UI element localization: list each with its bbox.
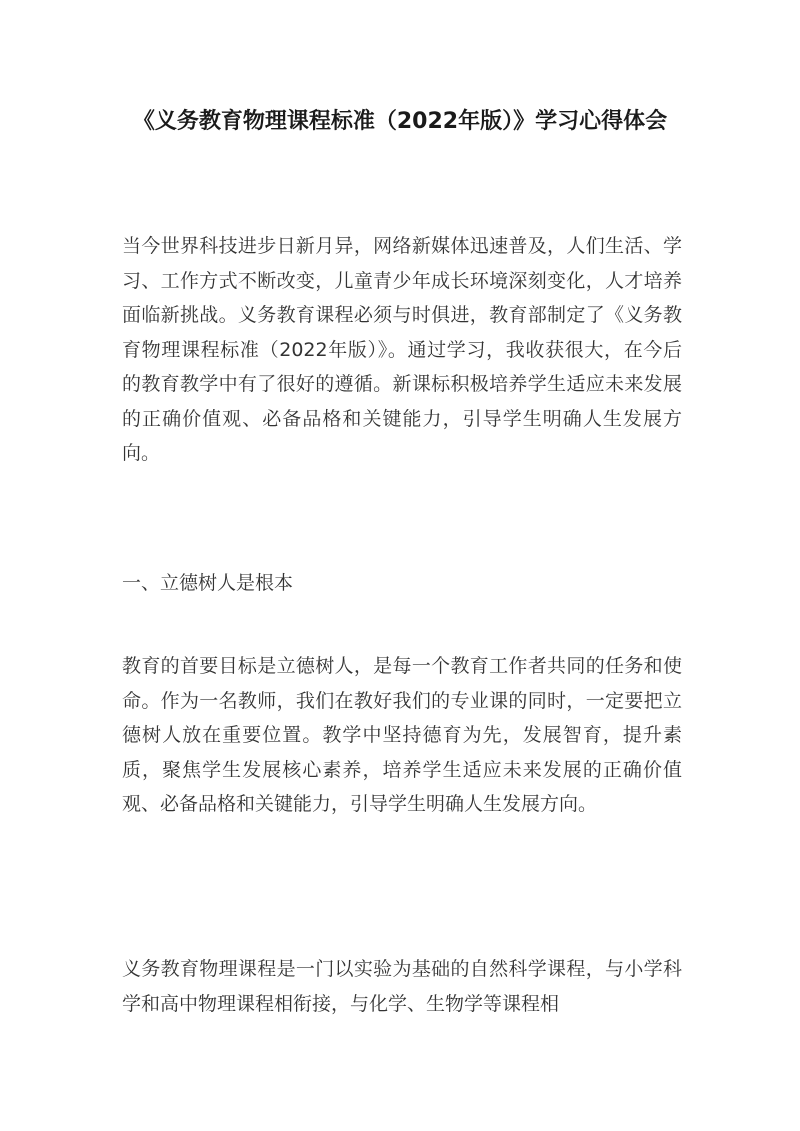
body-paragraph: 义务教育物理课程是一门以实验为基础的自然科学课程，与小学科学和高中物理课程相衔接，与化学、生物学等课程相 xyxy=(122,958,682,1015)
document-title: 《义务教育物理课程标准（2022年版）》学习心得体会 xyxy=(132,109,668,134)
body-paragraph: 教育的首要目标是立德树人，是每一个教育工作者共同的任务和使命。作为一名教师，我们在教好我们的专业课的同时，一定要把立德树人放在重要位置。教学中坚持德育为先，发展智育，提升素质，聚焦学生发展核心素养，培养学生适应未来发展的正确价值观、必备品格和关键能力，引导学生明确人生发展方向。 xyxy=(122,655,682,815)
section-heading: 一、立德树人是根本 xyxy=(122,572,294,594)
intro-paragraph: 当今世界科技进步日新月异，网络新媒体迅速普及，人们生活、学习、工作方式不断改变，儿童青少年成长环境深刻变化，人才培养面临新挑战。义务教育课程必须与时俱进，教育部制定了《义务教育物理课程标准（2022年版）》。通过学习，我收获很大，在今后的教育教学中有了很好的遵循。新课标积极培养学生适应未来发展的正确价值观、必备品格和关键能力，引导学生明确人生发展方向。 xyxy=(122,235,682,464)
